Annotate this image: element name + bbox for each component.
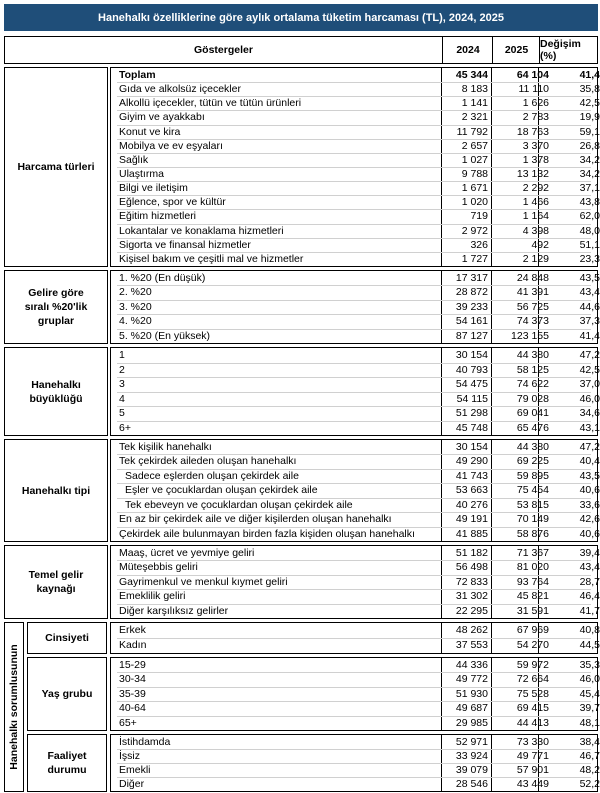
value-2025: 69 225 bbox=[516, 455, 549, 468]
row-label: 2 bbox=[119, 363, 125, 376]
value-2024: 49 687 bbox=[455, 702, 488, 715]
table-row bbox=[111, 329, 600, 343]
value-change: 46,0 bbox=[579, 392, 600, 405]
table-row bbox=[111, 238, 600, 252]
row-label: 1. %20 (En düşük) bbox=[119, 272, 206, 284]
row-label: 40-64 bbox=[119, 702, 146, 715]
section-block bbox=[110, 439, 598, 542]
value-2025: 58 876 bbox=[516, 527, 549, 540]
row-label: İstihdamda bbox=[119, 736, 171, 748]
row-label: Tek ebeveyn ve çocuklardan oluşan çekirdek aile bbox=[125, 498, 353, 511]
row-label: 5 bbox=[119, 407, 125, 419]
value-change: 45,4 bbox=[579, 687, 600, 700]
value-2024: 1 727 bbox=[461, 252, 488, 265]
row-label: 4 bbox=[119, 392, 125, 405]
table-row bbox=[111, 421, 600, 436]
table-row bbox=[111, 498, 600, 512]
value-2024: 17 317 bbox=[455, 272, 488, 284]
value-2024: 1 027 bbox=[461, 153, 488, 166]
value-2025: 74 373 bbox=[516, 315, 549, 328]
value-change: 43,4 bbox=[579, 561, 600, 574]
row-label: 3. %20 bbox=[119, 300, 152, 313]
value-2025: 2 292 bbox=[522, 182, 549, 195]
value-2025: 54 270 bbox=[516, 639, 549, 651]
value-change: 34,2 bbox=[579, 168, 600, 180]
row-label: Mobilya ve ev eşyaları bbox=[119, 139, 223, 152]
row-label: Tek çekirdek aileden oluşan hanehalkı bbox=[119, 455, 297, 468]
value-change: 48,1 bbox=[579, 716, 600, 729]
table-row bbox=[111, 560, 600, 574]
table-row bbox=[111, 604, 600, 618]
row-label: Tek kişilik hanehalkı bbox=[119, 441, 212, 453]
section-label: Faaliyet durumu bbox=[27, 734, 107, 792]
value-2024: 1 671 bbox=[461, 182, 488, 195]
value-2025: 44 413 bbox=[516, 716, 549, 729]
value-change: 43,5 bbox=[579, 469, 600, 482]
value-2025: 24 848 bbox=[516, 272, 549, 284]
table-row bbox=[111, 285, 600, 299]
table-header bbox=[4, 36, 598, 64]
row-label: 5. %20 (En yüksek) bbox=[119, 329, 211, 342]
table-row bbox=[111, 153, 600, 167]
row-label: İşsiz bbox=[119, 750, 140, 762]
value-change: 43,4 bbox=[579, 286, 600, 299]
value-2025: 72 664 bbox=[516, 673, 549, 686]
table-row bbox=[111, 314, 600, 328]
value-2025: 58 125 bbox=[516, 363, 549, 376]
row-label: Müteşebbis geliri bbox=[119, 561, 198, 574]
side-label-text: Hanehalkı sorumlusunun bbox=[8, 644, 20, 770]
value-2025: 44 380 bbox=[516, 349, 549, 361]
header-2024: 2024 bbox=[442, 37, 493, 63]
header-change: Değişim (%) bbox=[539, 37, 599, 63]
value-change: 37,0 bbox=[579, 378, 600, 390]
value-2024: 56 498 bbox=[455, 561, 488, 574]
row-label: Eşler ve çocuklardan oluşan çekirdek aile bbox=[125, 484, 318, 497]
row-label: 35-39 bbox=[119, 687, 146, 700]
value-2025: 59 895 bbox=[516, 469, 549, 482]
value-change: 40,8 bbox=[579, 624, 600, 636]
value-2025: 70 149 bbox=[516, 513, 549, 526]
value-2025: 45 821 bbox=[516, 590, 549, 603]
table-row bbox=[111, 512, 600, 526]
table-row bbox=[111, 672, 600, 686]
table-row bbox=[111, 68, 600, 82]
table-row bbox=[111, 638, 600, 653]
value-2024: 72 833 bbox=[455, 575, 488, 588]
value-2025: 69 041 bbox=[516, 407, 549, 419]
value-2024: 37 553 bbox=[455, 639, 488, 651]
table-row bbox=[111, 623, 600, 638]
row-label: 4. %20 bbox=[119, 315, 152, 328]
value-change: 34,6 bbox=[579, 407, 600, 419]
table-row bbox=[111, 195, 600, 209]
value-2024: 2 972 bbox=[461, 224, 488, 237]
value-2024: 54 161 bbox=[455, 315, 488, 328]
value-2024: 87 127 bbox=[455, 329, 488, 342]
value-2024: 29 985 bbox=[455, 716, 488, 729]
value-2025: 75 454 bbox=[516, 484, 549, 497]
table-row bbox=[111, 589, 600, 603]
table-title: Hanehalkı özelliklerine göre aylık ortalama tüketim harcaması (TL), 2024, 2025 bbox=[4, 4, 598, 31]
value-2024: 2 321 bbox=[461, 111, 488, 124]
row-label: 30-34 bbox=[119, 673, 146, 686]
value-change: 37,3 bbox=[579, 315, 600, 328]
value-change: 46,0 bbox=[579, 673, 600, 686]
value-change: 41,4 bbox=[579, 329, 600, 342]
value-change: 51,1 bbox=[579, 238, 600, 251]
value-change: 38,4 bbox=[579, 736, 600, 748]
value-2024: 39 233 bbox=[455, 300, 488, 313]
row-label: Eğlence, spor ve kültür bbox=[119, 196, 226, 209]
value-2025: 74 622 bbox=[516, 378, 549, 390]
table-row bbox=[111, 377, 600, 392]
table-row bbox=[111, 735, 600, 749]
value-change: 39,7 bbox=[579, 702, 600, 715]
section-label: Cinsiyeti bbox=[27, 622, 107, 654]
value-2025: 75 528 bbox=[516, 687, 549, 700]
value-2025: 1 378 bbox=[522, 153, 549, 166]
row-label: 1 bbox=[119, 349, 125, 361]
value-2025: 67 969 bbox=[516, 624, 549, 636]
value-2024: 52 971 bbox=[455, 736, 488, 748]
value-2025: 3 370 bbox=[522, 139, 549, 152]
row-label: Erkek bbox=[119, 624, 146, 636]
value-change: 43,5 bbox=[579, 272, 600, 284]
value-change: 43,1 bbox=[579, 421, 600, 434]
row-label: Maaş, ücret ve yevmiye geliri bbox=[119, 547, 255, 559]
value-change: 41,7 bbox=[579, 604, 600, 617]
value-2025: 43 449 bbox=[516, 778, 549, 790]
table-row bbox=[111, 271, 600, 285]
value-2024: 33 924 bbox=[455, 750, 488, 762]
row-label: Sağlık bbox=[119, 153, 149, 166]
value-2025: 44 380 bbox=[516, 441, 549, 453]
value-change: 46,4 bbox=[579, 590, 600, 603]
table-row bbox=[111, 687, 600, 701]
value-2024: 40 793 bbox=[455, 363, 488, 376]
row-label: 65+ bbox=[119, 716, 137, 729]
value-2025: 1 164 bbox=[522, 210, 549, 223]
value-2024: 326 bbox=[470, 238, 488, 251]
value-2024: 719 bbox=[470, 210, 488, 223]
section-label: Yaş grubu bbox=[27, 657, 107, 731]
value-2025: 492 bbox=[531, 238, 549, 251]
value-change: 42,5 bbox=[579, 97, 600, 110]
section-label: Gelire göre sıralı %20'lik gruplar bbox=[4, 270, 108, 344]
table-row bbox=[111, 224, 600, 238]
table-row bbox=[111, 110, 600, 124]
value-2024: 45 344 bbox=[455, 69, 488, 81]
value-change: 52,2 bbox=[579, 778, 600, 790]
value-2025: 73 330 bbox=[516, 736, 549, 748]
table-row bbox=[111, 96, 600, 110]
value-2024: 31 302 bbox=[455, 590, 488, 603]
table-row bbox=[111, 454, 600, 468]
section-label: Temel gelir kaynağı bbox=[4, 545, 108, 619]
value-2024: 28 546 bbox=[455, 778, 488, 790]
value-change: 62,0 bbox=[579, 210, 600, 223]
value-change: 40,4 bbox=[579, 455, 600, 468]
value-2025: 1 466 bbox=[522, 196, 549, 209]
value-2024: 48 262 bbox=[455, 624, 488, 636]
value-2025: 69 415 bbox=[516, 702, 549, 715]
value-2025: 71 367 bbox=[516, 547, 549, 559]
value-change: 23,3 bbox=[579, 252, 600, 265]
value-change: 39,4 bbox=[579, 547, 600, 559]
table-row bbox=[111, 527, 600, 541]
value-2024: 40 276 bbox=[455, 498, 488, 511]
value-change: 40,6 bbox=[579, 484, 600, 497]
value-2025: 31 591 bbox=[516, 604, 549, 617]
table-row bbox=[111, 546, 600, 560]
value-2024: 53 663 bbox=[455, 484, 488, 497]
value-2024: 49 191 bbox=[455, 513, 488, 526]
row-label: Sigorta ve finansal hizmetler bbox=[119, 238, 251, 251]
row-label: Bilgi ve iletişim bbox=[119, 182, 188, 195]
value-change: 59,1 bbox=[579, 125, 600, 138]
row-label: Emeklilik geliri bbox=[119, 590, 186, 603]
table-row bbox=[111, 363, 600, 378]
table-row bbox=[111, 348, 600, 363]
value-2024: 49 290 bbox=[455, 455, 488, 468]
section-block bbox=[110, 347, 598, 436]
row-label: Diğer bbox=[119, 778, 145, 790]
table-row bbox=[111, 392, 600, 407]
row-label: Konut ve kira bbox=[119, 125, 181, 138]
row-label: Gıda ve alkolsüz içecekler bbox=[119, 83, 241, 96]
value-2025: 13 132 bbox=[516, 168, 549, 180]
row-label: Toplam bbox=[119, 69, 156, 81]
section-block bbox=[110, 734, 598, 792]
section-block bbox=[110, 270, 598, 344]
value-change: 26,8 bbox=[579, 139, 600, 152]
value-2025: 11 110 bbox=[518, 83, 549, 96]
value-change: 46,7 bbox=[579, 750, 600, 762]
table-row bbox=[111, 777, 600, 791]
value-2025: 65 476 bbox=[516, 421, 549, 434]
section-block bbox=[110, 657, 598, 731]
table-row bbox=[111, 749, 600, 763]
value-change: 35,3 bbox=[579, 659, 600, 671]
value-2025: 56 725 bbox=[516, 300, 549, 313]
value-2025: 93 764 bbox=[516, 575, 549, 588]
value-change: 28,7 bbox=[579, 575, 600, 588]
value-2024: 41 743 bbox=[455, 469, 488, 482]
value-change: 42,6 bbox=[579, 513, 600, 526]
value-2024: 54 115 bbox=[456, 392, 488, 405]
table-row bbox=[111, 575, 600, 589]
value-2024: 54 475 bbox=[455, 378, 488, 390]
table-row bbox=[111, 483, 600, 497]
section-block bbox=[110, 622, 598, 654]
value-2024: 51 182 bbox=[455, 547, 488, 559]
row-label: Giyim ve ayakkabı bbox=[119, 111, 205, 124]
value-2024: 2 657 bbox=[461, 139, 488, 152]
table-row bbox=[111, 82, 600, 96]
value-2024: 41 885 bbox=[455, 527, 488, 540]
value-change: 44,6 bbox=[579, 300, 600, 313]
table-row bbox=[111, 209, 600, 223]
value-2025: 2 129 bbox=[522, 252, 549, 265]
value-2024: 9 788 bbox=[461, 168, 488, 180]
value-2025: 64 104 bbox=[516, 69, 549, 81]
value-change: 42,5 bbox=[579, 363, 600, 376]
value-2025: 123 155 bbox=[511, 329, 549, 342]
value-change: 35,8 bbox=[579, 83, 600, 96]
table-row bbox=[111, 125, 600, 139]
value-change: 40,6 bbox=[579, 527, 600, 540]
section-block bbox=[110, 67, 598, 267]
value-2025: 59 972 bbox=[516, 659, 549, 671]
section-block bbox=[110, 545, 598, 619]
section-label: Hanehalkı tipi bbox=[4, 439, 108, 542]
value-2024: 44 336 bbox=[455, 659, 488, 671]
value-2025: 18 763 bbox=[516, 125, 549, 138]
row-label: Kadın bbox=[119, 639, 147, 651]
table-row bbox=[111, 300, 600, 314]
table-row bbox=[111, 252, 600, 266]
value-2025: 81 020 bbox=[516, 561, 549, 574]
value-change: 48,2 bbox=[579, 764, 600, 776]
row-label: Kişisel bakım ve çeşitli mal ve hizmetler bbox=[119, 252, 304, 265]
value-2025: 57 901 bbox=[516, 764, 549, 776]
row-label: Sadece eşlerden oluşan çekirdek aile bbox=[125, 469, 299, 482]
value-change: 33,6 bbox=[579, 498, 600, 511]
value-2024: 1 020 bbox=[461, 196, 488, 209]
row-label: Gayrimenkul ve menkul kıymet geliri bbox=[119, 575, 288, 588]
header-indicators: Göstergeler bbox=[194, 44, 253, 56]
row-label: 2. %20 bbox=[119, 286, 152, 299]
value-change: 47,2 bbox=[579, 441, 600, 453]
value-2024: 30 154 bbox=[455, 349, 488, 361]
value-2024: 28 872 bbox=[455, 286, 488, 299]
value-change: 41,4 bbox=[579, 69, 600, 81]
value-2025: 4 398 bbox=[522, 224, 549, 237]
row-label: Emekli bbox=[119, 764, 151, 776]
row-label: Lokantalar ve konaklama hizmetleri bbox=[119, 224, 284, 237]
value-2024: 8 183 bbox=[461, 83, 488, 96]
value-2024: 1 141 bbox=[461, 97, 488, 110]
row-label: Alkollü içecekler, tütün ve tütün ürünleri bbox=[119, 97, 302, 110]
value-2024: 22 295 bbox=[455, 604, 488, 617]
table-row bbox=[111, 763, 600, 777]
table-row bbox=[111, 701, 600, 715]
value-2024: 11 792 bbox=[456, 125, 488, 138]
value-change: 47,2 bbox=[579, 349, 600, 361]
row-label: Çekirdek aile bulunmayan birden fazla kişiden oluşan hanehalkı bbox=[119, 527, 415, 540]
value-2025: 53 815 bbox=[516, 498, 549, 511]
value-2024: 51 298 bbox=[455, 407, 488, 419]
value-change: 43,8 bbox=[579, 196, 600, 209]
row-label: En az bir çekirdek aile ve diğer kişilerden oluşan hanehalkı bbox=[119, 513, 392, 526]
value-2025: 1 626 bbox=[522, 97, 549, 110]
value-change: 19,9 bbox=[579, 111, 600, 124]
table-row bbox=[111, 716, 600, 730]
value-2025: 41 391 bbox=[516, 286, 549, 299]
table-row bbox=[111, 181, 600, 195]
table-row bbox=[111, 658, 600, 672]
table-row bbox=[111, 469, 600, 483]
section-label: Harcama türleri bbox=[4, 67, 108, 267]
value-change: 48,0 bbox=[579, 224, 600, 237]
value-2024: 51 930 bbox=[455, 687, 488, 700]
header-2025: 2025 bbox=[492, 37, 540, 63]
row-label: Eğitim hizmetleri bbox=[119, 210, 197, 223]
value-change: 34,2 bbox=[579, 153, 600, 166]
value-2025: 2 783 bbox=[522, 111, 549, 124]
side-label bbox=[4, 622, 24, 792]
row-label: 6+ bbox=[119, 421, 131, 434]
value-change: 44,5 bbox=[579, 639, 600, 651]
row-label: 3 bbox=[119, 378, 125, 390]
row-label: 15-29 bbox=[119, 659, 146, 671]
table-row bbox=[111, 167, 600, 181]
value-2025: 49 771 bbox=[516, 750, 549, 762]
row-label: Ulaştırma bbox=[119, 168, 164, 180]
table-row bbox=[111, 139, 600, 153]
row-label: Diğer karşılıksız gelirler bbox=[119, 604, 229, 617]
section-label: Hanehalkı büyüklüğü bbox=[4, 347, 108, 436]
value-2025: 79 028 bbox=[516, 392, 549, 405]
value-2024: 45 748 bbox=[455, 421, 488, 434]
table-row bbox=[111, 406, 600, 421]
value-2024: 49 772 bbox=[455, 673, 488, 686]
value-2024: 39 079 bbox=[455, 764, 488, 776]
table-row bbox=[111, 440, 600, 454]
value-change: 37,1 bbox=[579, 182, 600, 195]
value-2024: 30 154 bbox=[455, 441, 488, 453]
